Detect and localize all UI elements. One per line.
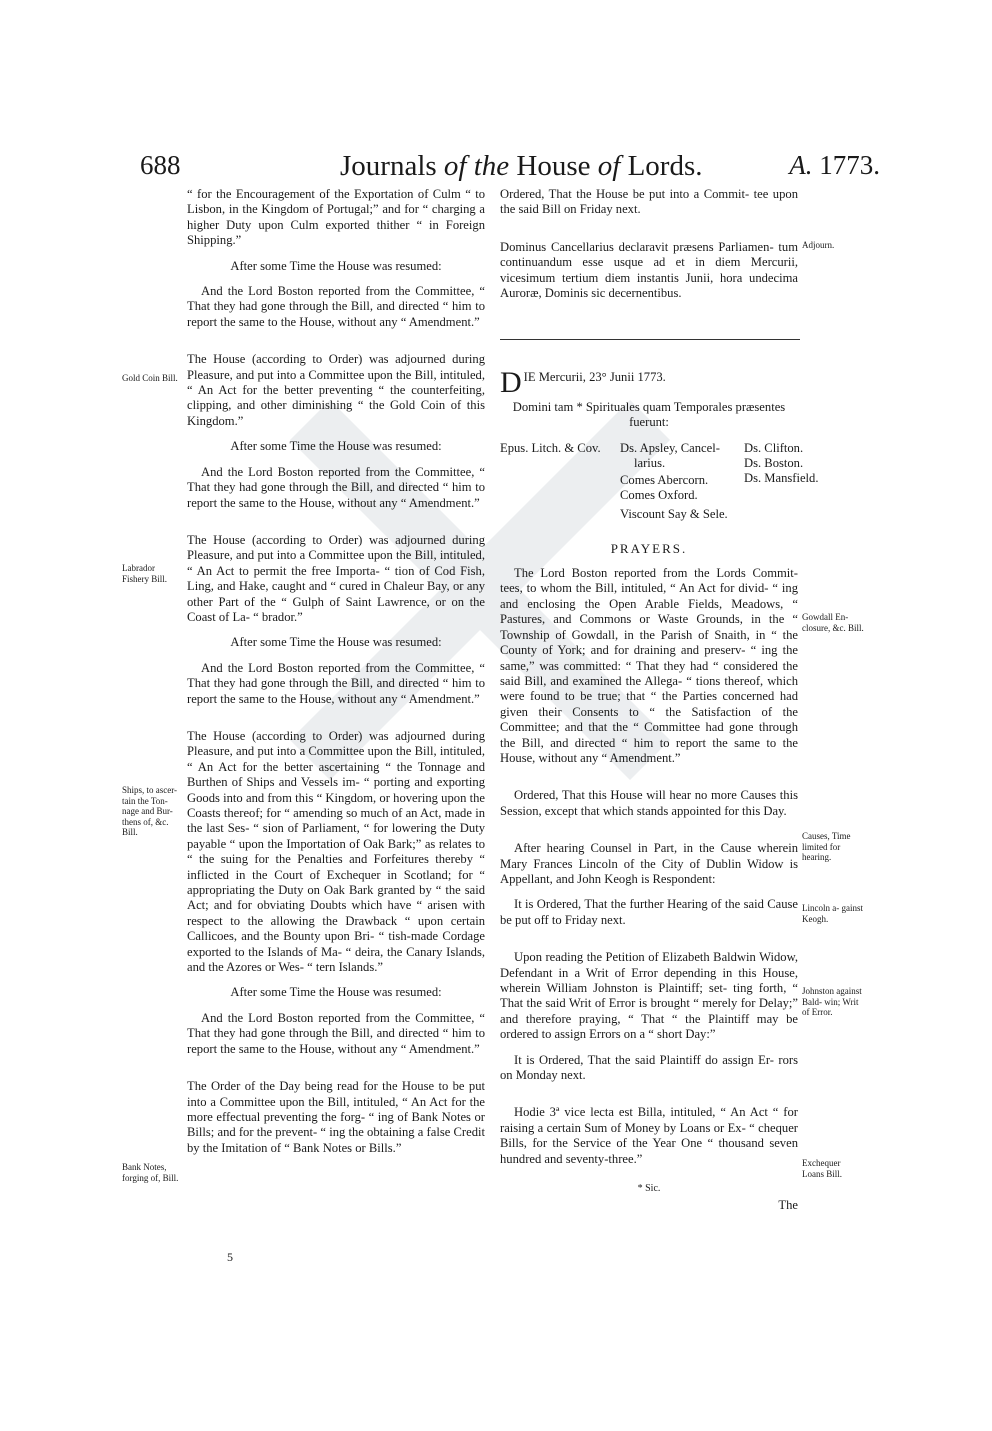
drop-cap: D bbox=[500, 366, 522, 400]
catchword: The bbox=[778, 1198, 798, 1213]
margin-note-johnston: Johnston against Bald- win; Writ of Error. bbox=[802, 986, 862, 1017]
die-heading: DIE Mercurii, 23° Junii 1773. bbox=[500, 366, 666, 400]
attendee-epus: Epus. Litch. & Cov. bbox=[500, 440, 601, 455]
gowdall-report: The Lord Boston reported from the Lords Commit- tees, to whom the Bill, intituled, “ An Act for divid- “ ing and enclosing the Open Arable Fields, Meadows, “ Pastures, and Commons or Waste Grounds, in the “ Township of Gowdall, in the Parish of Snaith, in “ the County of York; and for draining and preserv- “ ing the same,” was committed: “ That they had “ considered the said Bill, and examined the Allega- “ tions thereof, which were found to be true; that “ the Parties concerned had given their Consents to “ the Satisfaction of the Committee; and that the “ Committee had gone through the Bill, and directed “ him to report the same to the House, without any “ Amendment.” bbox=[500, 566, 798, 765]
gold-coin-paragraph: The House (according to Order) was adjourned during Pleasure, and put into a Committee upon the Bill, intituled, “ An Act for the better preventing “ the counterfeiting, clipping, and other diminishing “ the Gold Coin of this Kingdom.” bbox=[187, 352, 485, 428]
page-title: Journals of the House of Lords. bbox=[340, 150, 703, 182]
lincoln-cause: After hearing Counsel in Part, in the Cause wherein Mary Frances Lincoln of the City of Dublin Widow is Appellant, and John Keogh is Respondent: bbox=[500, 841, 798, 886]
margin-note-ships: Ships, to ascer- tain the Ton- nage and Bur- thens of, &c. Bill. bbox=[122, 785, 178, 837]
labrador-paragraph: The House (according to Order) was adjourned during Pleasure, and put into a Committee upon the Bill, intituled, “ An Act to permit the free Importa- “ tion of Cod Fish, Ling, and Hake, caught and “ cured in Chaleur Bay, or any other Part of the “ Gulph of Saint Lawrence, or on the Coast of La- “ brador.” bbox=[187, 532, 485, 624]
page-number: 688 bbox=[140, 150, 181, 180]
page-header bbox=[140, 150, 880, 190]
boston-report: And the Lord Boston reported from the Committee, “ That they had gone through the Bill, and directed “ him to report the same to the House, without any “ Amendment.” bbox=[187, 464, 485, 510]
ships-paragraph: The House (according to Order) was adjourned during Pleasure, and put into a Committee upon the Bill, intituled, “ An Act for the better ascertaining “ the Tonnage and Burthen of Ships and Vessels im- “ porting and exporting Goods into and from this “ Kingdom, or hovering upon the Coasts thereof; for “ amending so much of an Act, made in the last Ses- “ sion of Parliament, “ for lowering the Duty payable “ upon the Importation of Oak Bark;” as relates to “ the suing for the Penalties and Forfeitures thereby “ inflicted in the Court of Exchequer in Scotland; for “ appropriating the Duty on Oak Bark granted by “ the said Act; and for obviating Doubts which have “ arisen with respect to the allowing the Drawback “ upon certain Callicoes, and the Bounty upon Bri- “ tish-made Cordage exported to the Islands of Ma- “ deira, the Canary Islands, and the Azores or Wes- “ tern Islands.” bbox=[187, 728, 485, 975]
exchequer-bill: Hodie 3ª vice lecta est Billa, intituled, “ An Act “ for raising a certain Sum of Money by Loans or Ex- “ chequer Bills, for the Service of the Year One “ thousand seven hundred and seventy-three.” bbox=[500, 1105, 798, 1166]
margin-note-gowdall: Gowdall En- closure, &c. Bill. bbox=[802, 612, 864, 633]
margin-note-lincoln: Lincoln a- gainst Keogh. bbox=[802, 903, 863, 924]
footnote: * Sic. bbox=[637, 1183, 661, 1195]
margin-note-labrador: Labrador Fishery Bill. bbox=[122, 563, 168, 584]
bank-notes-paragraph: The Order of the Day being read for the House to be put into a Committee upon the Bill, intituled, “ An Act for the more effectual preventing the forg- “ ing of Bank Notes or Bills; and for the prevent- “ ing the obtaining a false Credit by the Imitation of “ Bank Notes or Bills.” bbox=[187, 1079, 485, 1155]
attendee-clifton: Ds. Clifton. bbox=[744, 440, 804, 455]
left-column bbox=[187, 187, 485, 1156]
prayers-heading: PRAYERS. bbox=[610, 540, 688, 556]
johnston-petition: Upon reading the Petition of Elizabeth Baldwin Widow, Defendant in a Writ of Error depending in this House, wherein William Johnston is Plaintiff; set- ting forth, “ That the said Writ of Error is brought “ merely for Delay;” and therefore praying, “ That “ the Plaintiff may be ordered to assign Errors on a “ short Day:” bbox=[500, 950, 798, 1042]
page-year: A. 1773. bbox=[789, 150, 880, 180]
margin-note-bank-notes: Bank Notes, forging of, Bill. bbox=[122, 1162, 179, 1183]
house-resumed: After some Time the House was resumed: bbox=[230, 258, 442, 273]
attendance-list bbox=[500, 440, 819, 521]
attendee-boston: Ds. Boston. bbox=[744, 455, 804, 470]
attendee-oxford: Comes Oxford. bbox=[620, 487, 698, 502]
adjournment: Dominus Cancellarius declaravit præsens Parliamen- tum continuandum esse usque ad et in diem Mercurii, vicesimum tertium diem instantis Junii, hora undecima Auroræ, Dominis sic decernentibus. bbox=[500, 239, 798, 301]
ordered-committee: Ordered, That the House be put into a Commit- tee upon the said Bill on Friday next. bbox=[500, 187, 798, 217]
margin-note-exchequer: Exchequer Loans Bill. bbox=[802, 1158, 842, 1179]
margin-note-causes: Causes, Time limited for hearing. bbox=[802, 831, 851, 862]
attendee-viscount: Viscount Say & Sele. bbox=[620, 506, 728, 521]
attendee-apsley-cont: larius. bbox=[634, 455, 666, 470]
section-divider bbox=[500, 339, 800, 340]
margin-note-adjourn: Adjourn. bbox=[802, 240, 835, 250]
house-resumed: After some Time the House was resumed: bbox=[230, 635, 442, 650]
attendee-mansfield: Ds. Mansfield. bbox=[744, 470, 819, 485]
house-resumed: After some Time the House was resumed: bbox=[230, 439, 442, 454]
signature-mark: 5 bbox=[227, 1250, 233, 1264]
johnston-order: It is Ordered, That the said Plaintiff do assign Er- rors on Monday next. bbox=[500, 1052, 798, 1083]
present-line: Domini tam * Spirituales quam Temporales præsentes fuerunt: bbox=[512, 399, 786, 430]
boston-report: And the Lord Boston reported from the Committee, “ That they had gone through the Bill, and directed “ him to report the same to the House, without any “ Amendment.” bbox=[187, 284, 485, 329]
boston-report: And the Lord Boston reported from the Committee, “ That they had gone through the Bill, and directed “ him to report the same to the House, without any “ Amendment.” bbox=[187, 1010, 485, 1056]
causes-order: Ordered, That this House will hear no more Causes this Session, except that which stands appointed for this Day. bbox=[500, 788, 798, 818]
boston-report: And the Lord Boston reported from the Committee, “ That they had gone through the Bill, and directed “ him to report the same to the House, without any “ Amendment.” bbox=[187, 660, 485, 706]
attendee-abercorn: Comes Abercorn. bbox=[620, 472, 709, 487]
margin-note-gold-coin: Gold Coin Bill. bbox=[122, 373, 178, 383]
house-resumed: After some Time the House was resumed: bbox=[230, 985, 442, 1000]
lincoln-order: It is Ordered, That the further Hearing of the said Cause be put off to Friday next. bbox=[500, 897, 798, 927]
culm-bill-tail: “ for the Encouragement of the Exportation of Culm “ to Lisbon, in the Kingdom of Portugal;” and for “ charging a higher Duty upon Culm exported thither “ in Foreign Shipping.” bbox=[187, 187, 485, 248]
attendee-apsley: Ds. Apsley, Cancel- bbox=[620, 440, 720, 455]
